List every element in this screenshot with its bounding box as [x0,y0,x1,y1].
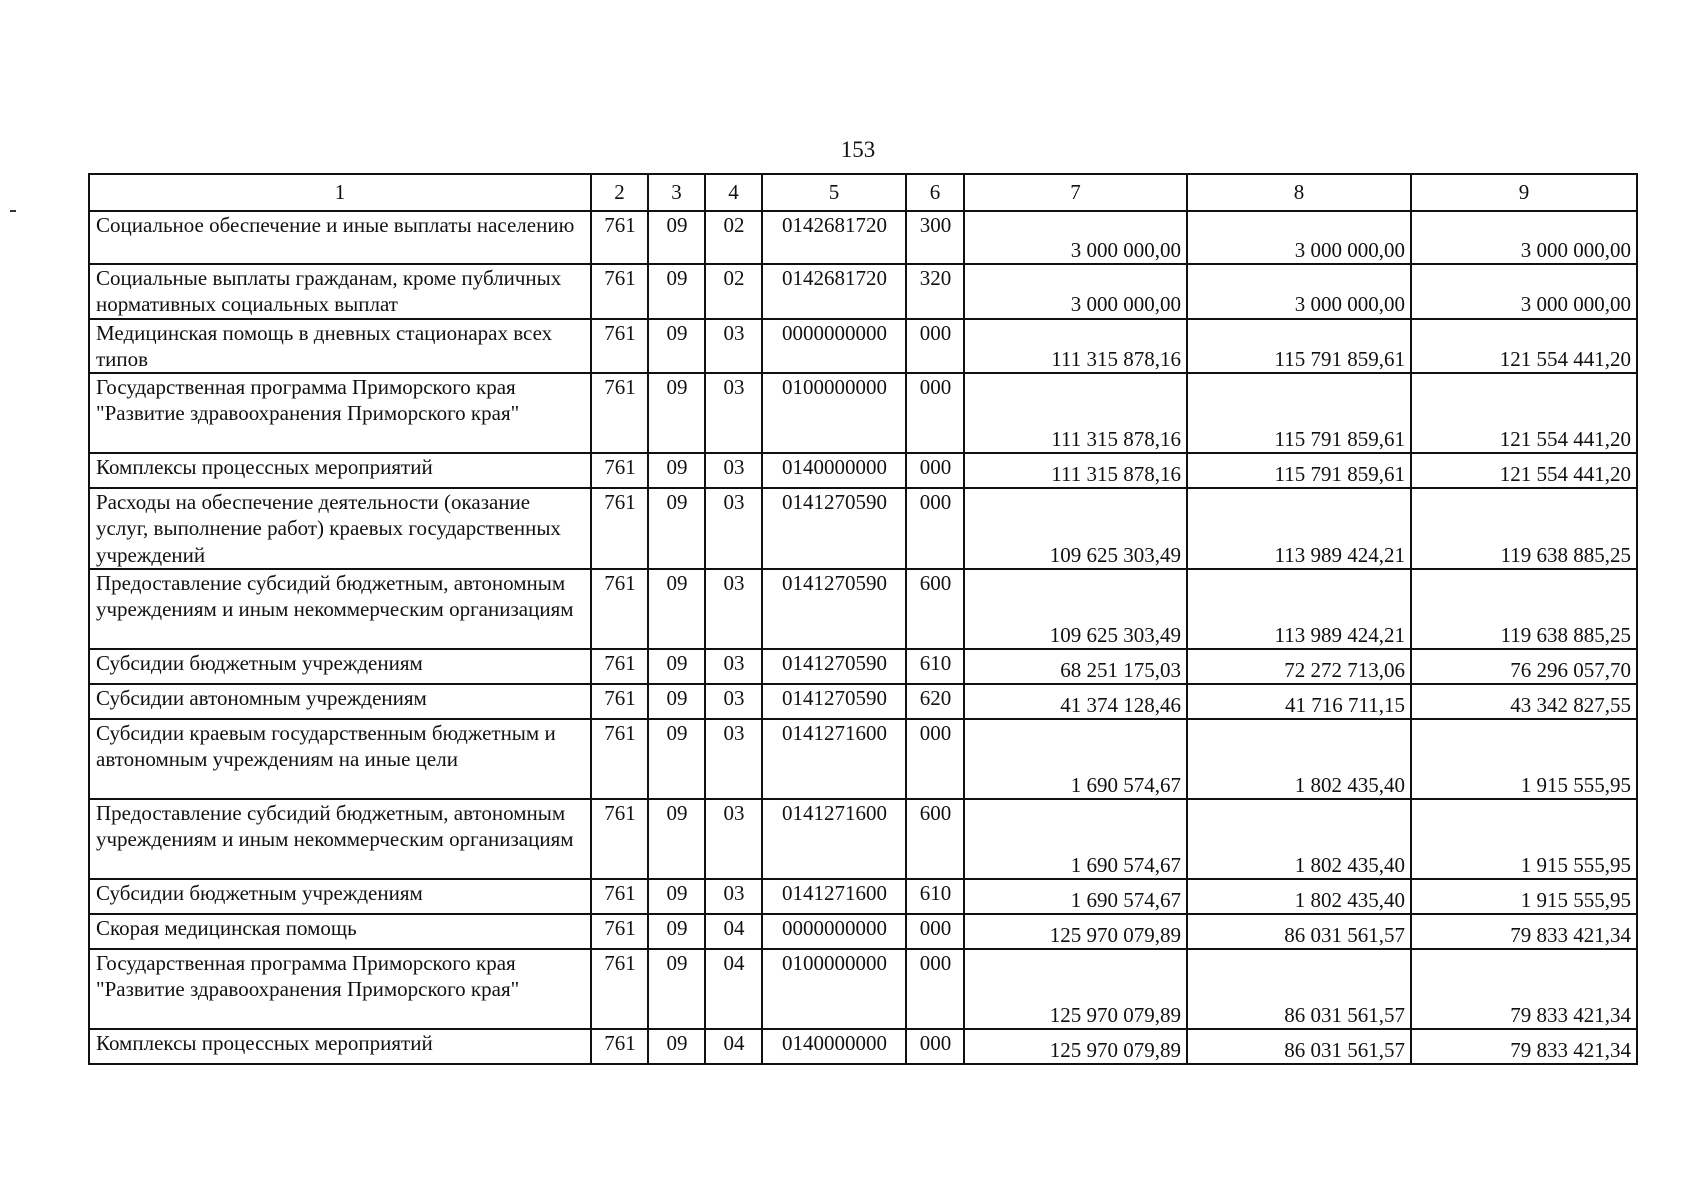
ministry-code: 761 [591,649,648,684]
amount-col8: 41 716 711,15 [1187,684,1411,719]
amount-col7: 68 251 175,03 [964,649,1187,684]
amount-col7: 111 315 878,16 [964,373,1187,453]
amount-col9: 3 000 000,00 [1411,264,1637,319]
amount-col8: 1 802 435,40 [1187,879,1411,914]
expense-name: Государственная программа Приморского края "Развитие здравоохранения Приморского края" [89,373,591,453]
amount-col7: 41 374 128,46 [964,684,1187,719]
amount-col9: 79 833 421,34 [1411,949,1637,1029]
subsection-code: 03 [705,879,762,914]
amount-col9: 79 833 421,34 [1411,914,1637,949]
expense-type-code: 000 [906,453,964,488]
header-cell: 5 [762,174,906,211]
subsection-code: 03 [705,373,762,453]
subsection-code: 03 [705,319,762,374]
expense-name: Субсидии автономным учреждениям [89,684,591,719]
amount-col9: 76 296 057,70 [1411,649,1637,684]
table-row [89,684,1637,719]
expense-type-code: 610 [906,649,964,684]
ministry-code: 761 [591,264,648,319]
section-code: 09 [648,879,705,914]
target-article-code: 0141270590 [762,649,906,684]
expense-type-code: 320 [906,264,964,319]
header-row [89,174,1637,211]
target-article-code: 0140000000 [762,453,906,488]
ministry-code: 761 [591,914,648,949]
section-code: 09 [648,453,705,488]
budget-table [88,173,1638,1065]
expense-name: Субсидии бюджетным учреждениям [89,879,591,914]
section-code: 09 [648,1029,705,1064]
table-row [89,453,1637,488]
amount-col9: 121 554 441,20 [1411,319,1637,374]
ministry-code: 761 [591,373,648,453]
ministry-code: 761 [591,949,648,1029]
subsection-code: 02 [705,211,762,264]
subsection-code: 04 [705,949,762,1029]
amount-col8: 86 031 561,57 [1187,914,1411,949]
amount-col8: 113 989 424,21 [1187,488,1411,569]
expense-name: Комплексы процессных мероприятий [89,453,591,488]
subsection-code: 03 [705,719,762,799]
amount-col7: 125 970 079,89 [964,949,1187,1029]
amount-col8: 115 791 859,61 [1187,319,1411,374]
table-row [89,319,1637,374]
ministry-code: 761 [591,719,648,799]
section-code: 09 [648,211,705,264]
margin-mark [10,210,16,212]
ministry-code: 761 [591,879,648,914]
amount-col7: 109 625 303,49 [964,569,1187,649]
expense-name: Скорая медицинская помощь [89,914,591,949]
table-row [89,569,1637,649]
amount-col9: 1 915 555,95 [1411,799,1637,879]
expense-type-code: 610 [906,879,964,914]
target-article-code: 0141270590 [762,569,906,649]
expense-type-code: 620 [906,684,964,719]
amount-col9: 121 554 441,20 [1411,373,1637,453]
ministry-code: 761 [591,799,648,879]
expense-name: Предоставление субсидий бюджетным, автономным учреждениям и иным некоммерческим организациям [89,799,591,879]
table-row [89,949,1637,1029]
amount-col7: 111 315 878,16 [964,453,1187,488]
section-code: 09 [648,914,705,949]
subsection-code: 03 [705,569,762,649]
ministry-code: 761 [591,488,648,569]
amount-col9: 3 000 000,00 [1411,211,1637,264]
amount-col8: 1 802 435,40 [1187,799,1411,879]
subsection-code: 03 [705,488,762,569]
section-code: 09 [648,488,705,569]
amount-col8: 1 802 435,40 [1187,719,1411,799]
expense-type-code: 000 [906,373,964,453]
target-article-code: 0000000000 [762,319,906,374]
subsection-code: 03 [705,453,762,488]
amount-col7: 3 000 000,00 [964,264,1187,319]
table-row [89,373,1637,453]
header-cell: 1 [89,174,591,211]
table-row [89,649,1637,684]
amount-col8: 115 791 859,61 [1187,373,1411,453]
ministry-code: 761 [591,453,648,488]
target-article-code: 0100000000 [762,373,906,453]
amount-col9: 119 638 885,25 [1411,569,1637,649]
amount-col9: 1 915 555,95 [1411,719,1637,799]
section-code: 09 [648,649,705,684]
header-cell: 6 [906,174,964,211]
expense-name: Социальные выплаты гражданам, кроме публичных нормативных социальных выплат [89,264,591,319]
header-cell: 3 [648,174,705,211]
ministry-code: 761 [591,319,648,374]
target-article-code: 0140000000 [762,1029,906,1064]
expense-type-code: 000 [906,319,964,374]
header-cell: 4 [705,174,762,211]
amount-col7: 125 970 079,89 [964,914,1187,949]
expense-type-code: 000 [906,949,964,1029]
expense-type-code: 600 [906,799,964,879]
expense-type-code: 300 [906,211,964,264]
expense-name: Комплексы процессных мероприятий [89,1029,591,1064]
header-cell: 7 [964,174,1187,211]
amount-col7: 1 690 574,67 [964,879,1187,914]
table-row [89,879,1637,914]
expense-name: Социальное обеспечение и иные выплаты населению [89,211,591,264]
ministry-code: 761 [591,684,648,719]
header-cell: 9 [1411,174,1637,211]
section-code: 09 [648,373,705,453]
amount-col9: 119 638 885,25 [1411,488,1637,569]
table-row [89,914,1637,949]
amount-col8: 115 791 859,61 [1187,453,1411,488]
target-article-code: 0142681720 [762,264,906,319]
amount-col9: 43 342 827,55 [1411,684,1637,719]
amount-col8: 113 989 424,21 [1187,569,1411,649]
expense-type-code: 000 [906,719,964,799]
target-article-code: 0142681720 [762,211,906,264]
section-code: 09 [648,719,705,799]
section-code: 09 [648,569,705,649]
expense-type-code: 000 [906,914,964,949]
header-cell: 8 [1187,174,1411,211]
amount-col9: 79 833 421,34 [1411,1029,1637,1064]
table-row [89,488,1637,569]
target-article-code: 0141270590 [762,488,906,569]
amount-col7: 125 970 079,89 [964,1029,1187,1064]
amount-col7: 109 625 303,49 [964,488,1187,569]
section-code: 09 [648,949,705,1029]
amount-col7: 111 315 878,16 [964,319,1187,374]
expense-name: Предоставление субсидий бюджетным, автономным учреждениям и иным некоммерческим организациям [89,569,591,649]
target-article-code: 0100000000 [762,949,906,1029]
target-article-code: 0141271600 [762,719,906,799]
target-article-code: 0141271600 [762,799,906,879]
amount-col8: 86 031 561,57 [1187,1029,1411,1064]
amount-col8: 86 031 561,57 [1187,949,1411,1029]
target-article-code: 0000000000 [762,914,906,949]
expense-name: Государственная программа Приморского края "Развитие здравоохранения Приморского края" [89,949,591,1029]
subsection-code: 04 [705,1029,762,1064]
amount-col8: 72 272 713,06 [1187,649,1411,684]
ministry-code: 761 [591,211,648,264]
table-row [89,799,1637,879]
section-code: 09 [648,264,705,319]
expense-name: Расходы на обеспечение деятельности (оказание услуг, выполнение работ) краевых государственных учреждений [89,488,591,569]
amount-col9: 1 915 555,95 [1411,879,1637,914]
table-row [89,719,1637,799]
amount-col7: 1 690 574,67 [964,799,1187,879]
ministry-code: 761 [591,1029,648,1064]
expense-type-code: 000 [906,1029,964,1064]
subsection-code: 03 [705,649,762,684]
ministry-code: 761 [591,569,648,649]
header-cell: 2 [591,174,648,211]
amount-col7: 3 000 000,00 [964,211,1187,264]
table-row [89,1029,1637,1064]
amount-col8: 3 000 000,00 [1187,211,1411,264]
subsection-code: 02 [705,264,762,319]
table-row [89,264,1637,319]
section-code: 09 [648,319,705,374]
expense-type-code: 600 [906,569,964,649]
target-article-code: 0141271600 [762,879,906,914]
amount-col9: 121 554 441,20 [1411,453,1637,488]
page-number: 153 [840,137,876,162]
expense-type-code: 000 [906,488,964,569]
section-code: 09 [648,799,705,879]
subsection-code: 03 [705,799,762,879]
table-row [89,211,1637,264]
target-article-code: 0141270590 [762,684,906,719]
section-code: 09 [648,684,705,719]
amount-col8: 3 000 000,00 [1187,264,1411,319]
subsection-code: 04 [705,914,762,949]
expense-name: Медицинская помощь в дневных стационарах всех типов [89,319,591,374]
subsection-code: 03 [705,684,762,719]
amount-col7: 1 690 574,67 [964,719,1187,799]
expense-name: Субсидии бюджетным учреждениям [89,649,591,684]
expense-name: Субсидии краевым государственным бюджетным и автономным учреждениям на иные цели [89,719,591,799]
